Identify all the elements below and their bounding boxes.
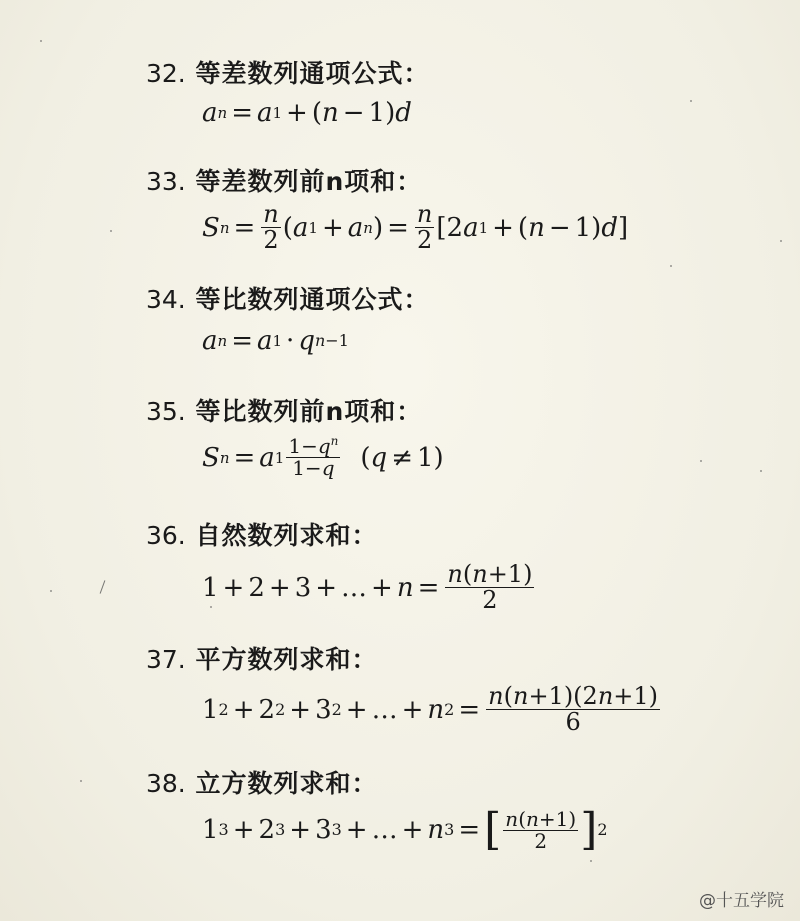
formula-item-34: [146, 284, 430, 356]
item-number: 36.: [146, 521, 186, 550]
speck: [40, 40, 42, 42]
item-title: 等比数列前n项和：: [195, 397, 423, 426]
item-heading: [146, 520, 378, 552]
formula-geometric-general-term: a n = a 1 · q n−1: [202, 326, 349, 356]
formula-geometric-sum: S n = a 1 $\frac{1-q^n}{1-q}$ (q ≠ 1): [202, 434, 444, 480]
formula-item-33: [146, 166, 629, 255]
speck: [780, 240, 782, 242]
speck: [110, 230, 112, 232]
item-number: 32.: [146, 59, 186, 88]
item-number: 37.: [146, 645, 186, 674]
item-title: 平方数列求和：: [195, 645, 378, 674]
item-title: 等比数列通项公式：: [195, 285, 430, 314]
item-heading: [146, 284, 430, 316]
item-title: 等差数列前n项和：: [195, 167, 423, 196]
item-heading: [146, 396, 422, 428]
item-number: 35.: [146, 397, 186, 426]
watermark-text: @十五学院: [699, 891, 784, 911]
formula-natural-sum: 1 + 2 + 3 + … + n = $\frac{n(n+1)}{2}$: [202, 560, 533, 615]
pen-mark: [100, 580, 106, 593]
item-heading: [146, 644, 378, 676]
formula-item-36: [146, 520, 533, 615]
item-number: 34.: [146, 285, 186, 314]
item-number: 38.: [146, 769, 186, 798]
item-heading: [146, 58, 430, 90]
formula-item-35: [146, 396, 444, 480]
item-title: 自然数列求和：: [195, 521, 378, 550]
formula-arithmetic-general-term: a n = a 1 + ( n − 1) d: [202, 98, 412, 128]
speck: [690, 100, 692, 102]
formula-square-sum: 1 2 + 2 2 + 3 2 + … + n 2 = $\frac{n(n+1)(2n+1)}{6}$: [202, 682, 659, 737]
item-number: 33.: [146, 167, 186, 196]
speck: [700, 460, 702, 462]
formula-item-38: [146, 768, 608, 855]
speck: [80, 780, 82, 782]
item-title: 等差数列通项公式：: [195, 59, 430, 88]
item-title: 立方数列求和：: [195, 769, 378, 798]
formula-item-37: [146, 644, 659, 737]
item-heading: [146, 768, 378, 800]
formula-arithmetic-sum: S n = $\frac{n}{2}$ ( a 1 + a n ) = $\frac{n}{2}$ [2 a 1 + ( n − 1) d ]: [202, 200, 629, 255]
speck: [760, 470, 762, 472]
speck: [670, 265, 672, 267]
speck: [590, 860, 592, 862]
speck: [50, 590, 52, 592]
formula-cube-sum: 1 3 + 2 3 + 3 3 + … + n 3 = [ $\frac{n(n+1)}{2}$ ] 2: [202, 804, 608, 855]
item-heading: [146, 166, 422, 198]
formula-item-32: [146, 58, 430, 128]
